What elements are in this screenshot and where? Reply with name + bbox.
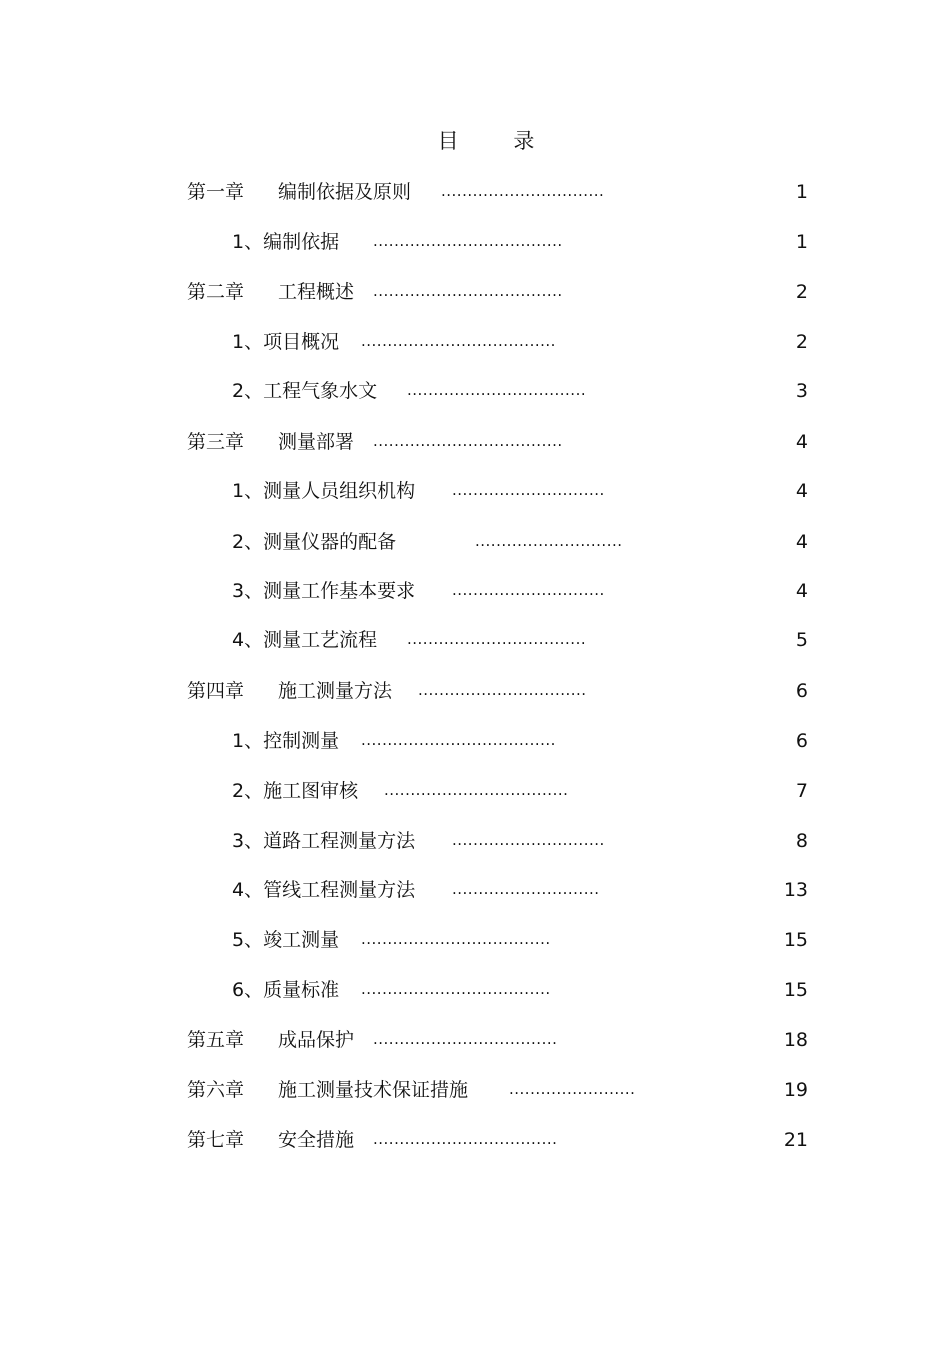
leader-dots: .................................... [361,980,551,998]
toc-entry [0,926,950,954]
section-title: 2、工程气象水文 [232,380,378,402]
section-title: 1、编制依据 [232,231,340,253]
chapter-title: 工程概述 [278,281,355,303]
chapter-number: 第二章 [187,281,245,303]
leader-dots: ................................... [384,781,569,799]
leader-dots: .................................... [373,432,563,450]
chapter-number: 第七章 [187,1129,245,1151]
toc-entry [0,1126,950,1154]
page-number: 19 [783,1079,808,1101]
toc-entry [0,727,950,755]
chapter-title: 施工测量技术保证措施 [278,1079,469,1101]
page-number: 7 [795,780,808,802]
page-number: 15 [783,929,808,951]
section-title: 3、道路工程测量方法 [232,830,416,852]
toc-entry [0,428,950,456]
leader-dots: ............................. [452,581,605,599]
page-number: 13 [783,879,808,901]
toc-entry [0,777,950,805]
page-number: 5 [795,629,808,651]
leader-dots: .................................. [407,381,587,399]
page-number: 2 [795,331,808,353]
section-title: 2、施工图审核 [232,780,359,802]
leader-dots: .................................... [361,930,551,948]
toc-entry [0,1026,950,1054]
page-number: 4 [795,531,808,553]
leader-dots: ............................. [452,831,605,849]
section-title: 6、质量标准 [232,979,340,1001]
section-title: 1、控制测量 [232,730,340,752]
leader-dots: ............................... [441,182,605,200]
leader-dots: .................................. [407,630,587,648]
section-title: 1、测量人员组织机构 [232,480,416,502]
chapter-title: 测量部署 [278,431,355,453]
leader-dots: ................................... [373,1130,558,1148]
chapter-number: 第五章 [187,1029,245,1051]
toc-entry [0,876,950,904]
leader-dots: ..................................... [361,332,556,350]
section-title: 3、测量工作基本要求 [232,580,416,602]
page-number: 15 [783,979,808,1001]
toc-entry [0,976,950,1004]
leader-dots: .................................... [373,282,563,300]
chapter-title: 成品保护 [278,1029,355,1051]
chapter-title: 安全措施 [278,1129,355,1151]
page-number: 18 [783,1029,808,1051]
toc-entry [0,528,950,556]
chapter-title: 施工测量方法 [278,680,393,702]
chapter-number: 第三章 [187,431,245,453]
page-number: 2 [795,281,808,303]
toc-entry [0,377,950,405]
leader-dots: ........................ [509,1080,636,1098]
leader-dots: .................................... [373,232,563,250]
toc-entry [0,626,950,654]
page-number: 1 [795,231,808,253]
page-number: 6 [795,730,808,752]
leader-dots: ................................ [418,681,587,699]
toc-entry [0,677,950,705]
leader-dots: ............................. [452,481,605,499]
section-title: 4、管线工程测量方法 [232,879,416,901]
leader-dots: ............................ [452,880,600,898]
section-title: 5、竣工测量 [232,929,340,951]
chapter-number: 第六章 [187,1079,245,1101]
toc-entry [0,278,950,306]
page-number: 3 [795,380,808,402]
toc-entry [0,827,950,855]
page-number: 4 [795,431,808,453]
leader-dots: ..................................... [361,731,556,749]
page-number: 1 [795,181,808,203]
section-title: 1、项目概况 [232,331,340,353]
page-number: 4 [795,480,808,502]
page-number: 21 [783,1129,808,1151]
toc-entry [0,477,950,505]
chapter-number: 第一章 [187,181,245,203]
leader-dots: ............................ [475,532,623,550]
toc-entry [0,178,950,206]
toc-entry [0,1076,950,1104]
toc-heading: 目 录 [437,129,559,153]
page-number: 4 [795,580,808,602]
toc-entry [0,328,950,356]
chapter-number: 第四章 [187,680,245,702]
page-number: 6 [795,680,808,702]
toc-entry [0,577,950,605]
section-title: 2、测量仪器的配备 [232,531,397,553]
section-title: 4、测量工艺流程 [232,629,378,651]
chapter-title: 编制依据及原则 [278,181,412,203]
page-number: 8 [795,830,808,852]
toc-entry [0,228,950,256]
leader-dots: ................................... [373,1030,558,1048]
